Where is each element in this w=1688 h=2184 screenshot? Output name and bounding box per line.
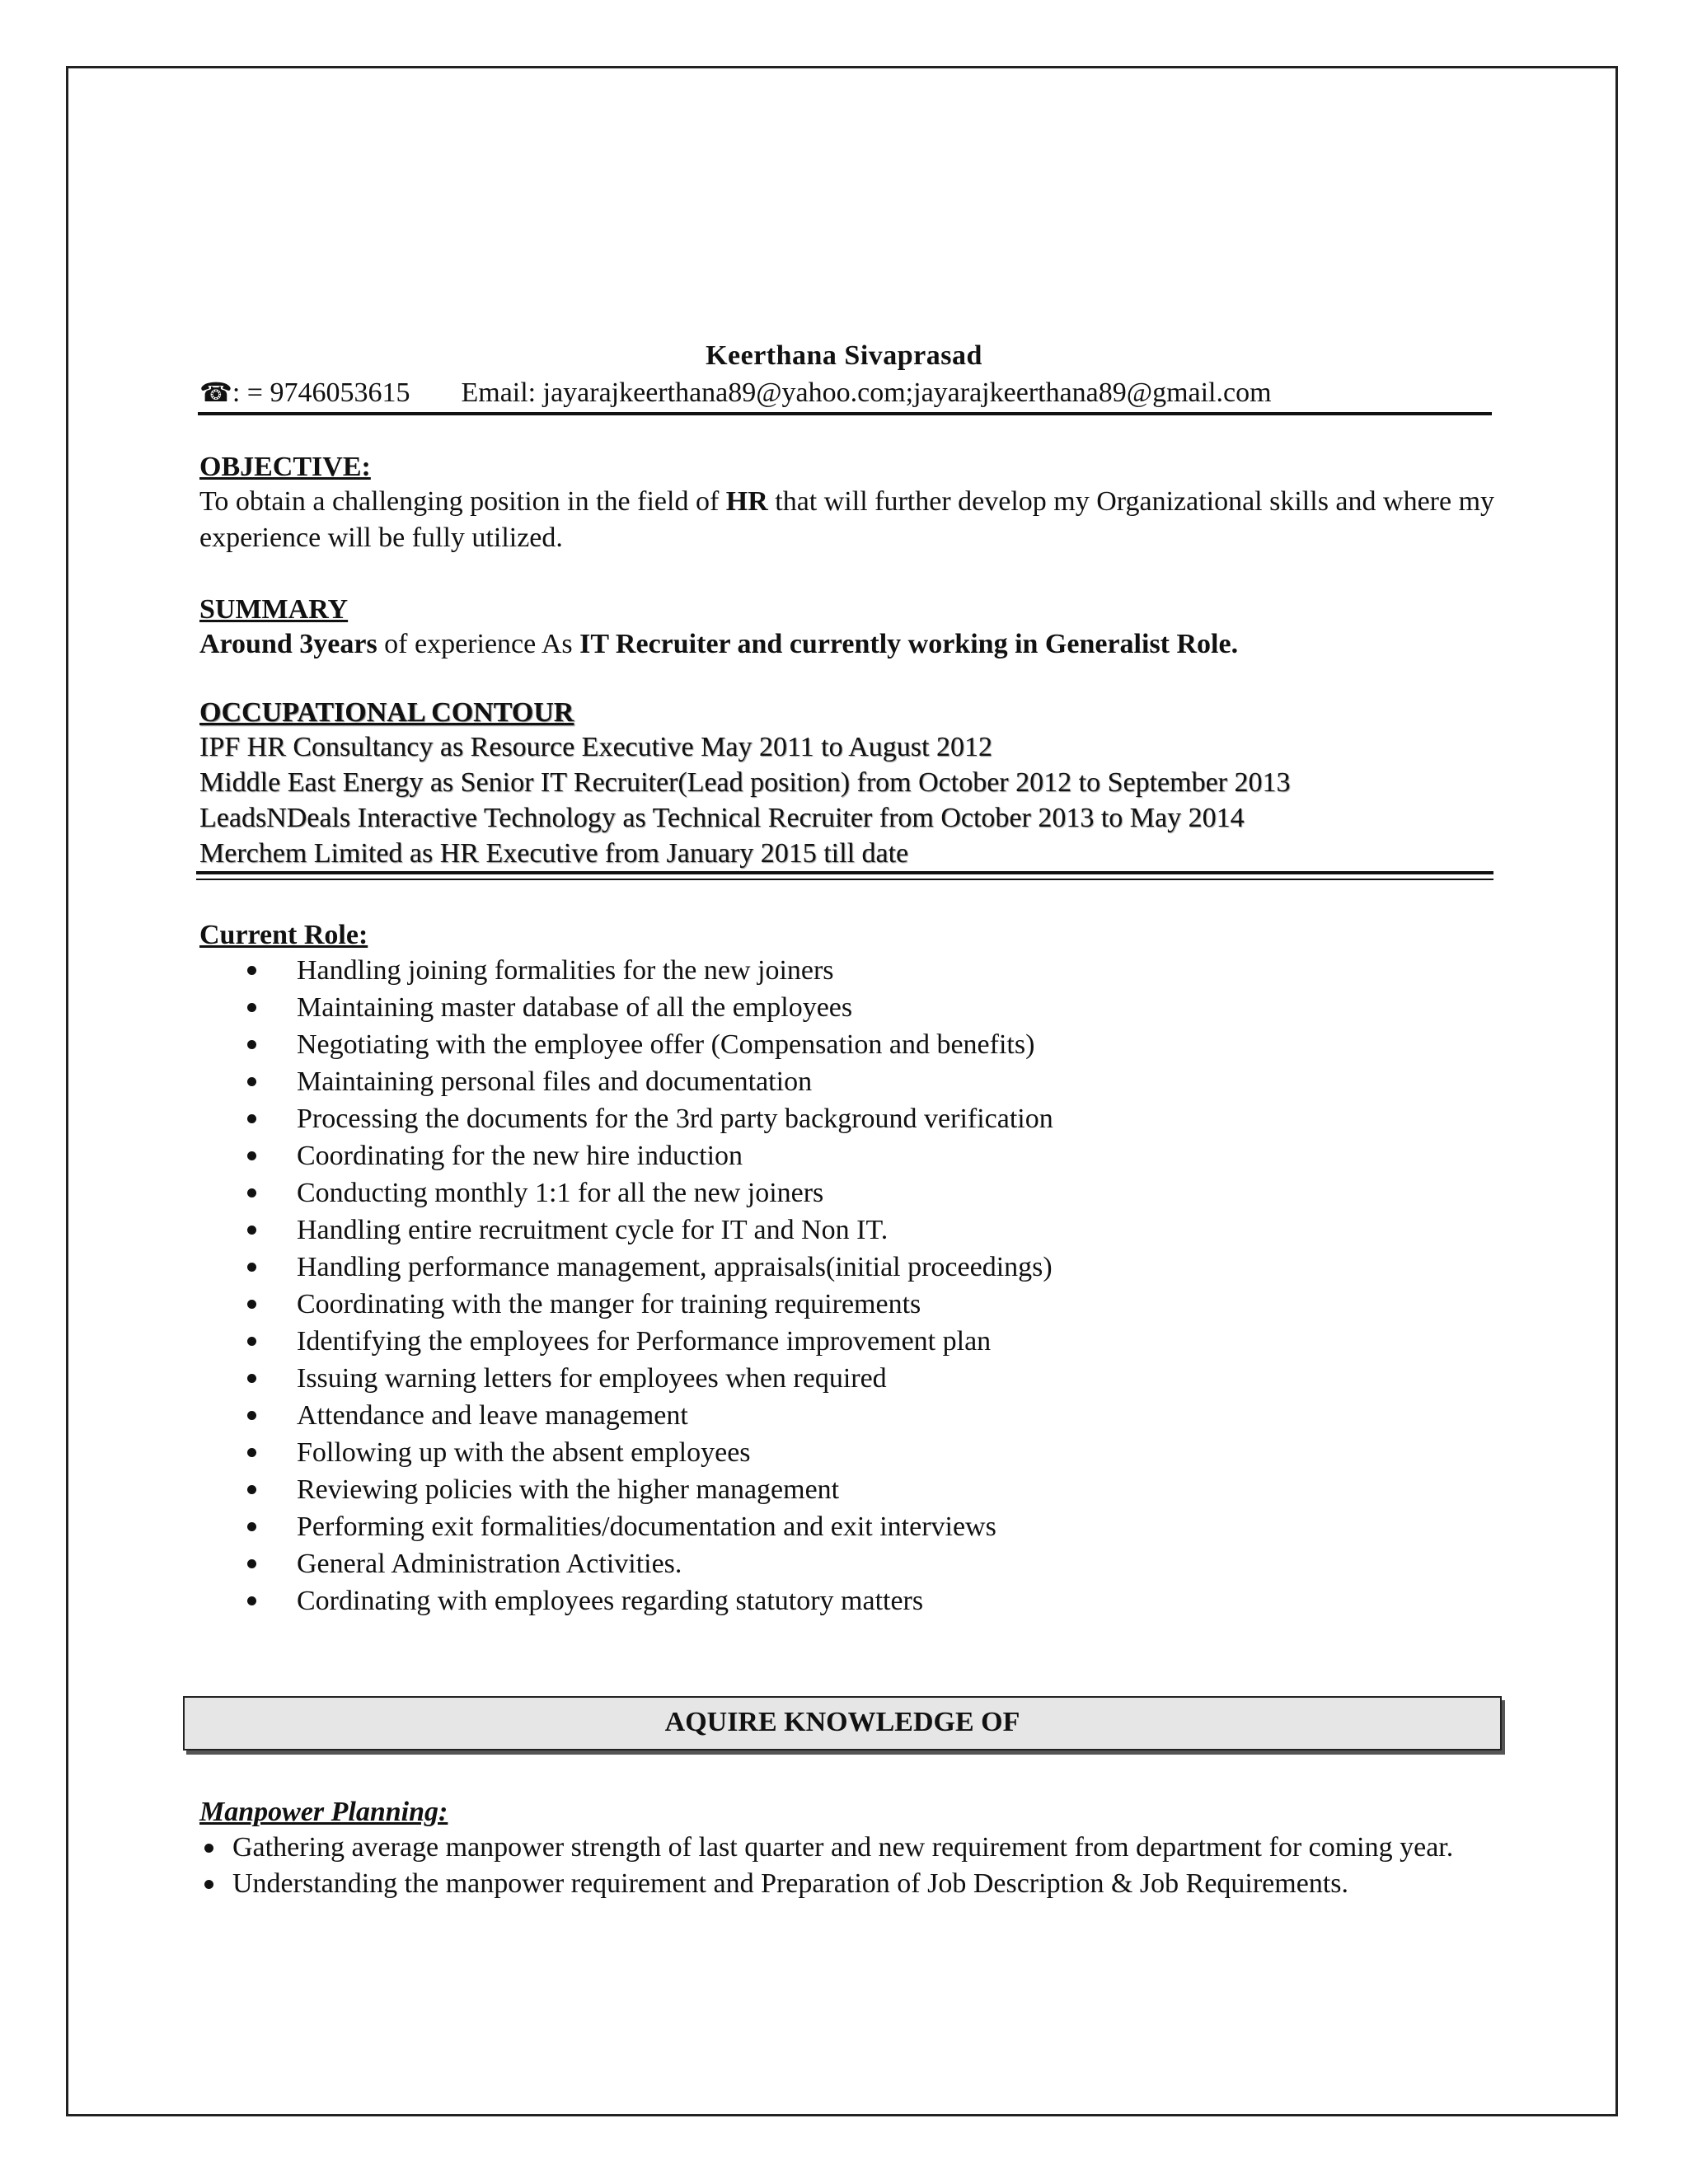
bullet-icon <box>247 1300 256 1309</box>
bullet-icon <box>247 1522 256 1531</box>
section-divider-thin <box>196 879 1493 880</box>
list-item: Understanding the manpower requirement and Preparation of Job Description & Job Requirements. <box>203 1866 1522 1902</box>
list-item: Processing the documents for the 3rd party background verification <box>247 1100 1053 1137</box>
contour-item: LeadsNDeals Interactive Technology as Technical Recruiter from October 2013 to May 2014 <box>199 803 1245 833</box>
list-item: Negotiating with the employee offer (Compensation and benefits) <box>247 1026 1053 1063</box>
bullet-icon <box>247 1188 256 1197</box>
bullet-icon <box>247 1114 256 1123</box>
contact-line <box>199 374 1272 411</box>
list-item: Following up with the absent employees <box>247 1434 1053 1471</box>
list-item: Handling performance management, appraisals(initial proceedings) <box>247 1249 1053 1286</box>
current-role-list <box>247 952 1053 1619</box>
list-item: Cordinating with employees regarding statutory matters <box>247 1582 1053 1619</box>
email-addresses: Email: jayarajkeerthana89@yahoo.com;jayarajkeerthana89@gmail.com <box>461 377 1272 408</box>
list-item: Maintaining master database of all the employees <box>247 989 1053 1026</box>
list-item: Conducting monthly 1:1 for all the new joiners <box>247 1174 1053 1212</box>
bullet-icon <box>247 1596 256 1605</box>
bullet-icon <box>247 1337 256 1346</box>
phone-number: : = 9746053615 <box>232 377 410 408</box>
bullet-icon <box>247 1040 256 1049</box>
header-divider <box>198 412 1492 415</box>
bullet-icon <box>247 966 256 975</box>
bullet-icon <box>204 1880 213 1889</box>
bullet-icon <box>247 1485 256 1494</box>
list-item: Handling joining formalities for the new joiners <box>247 952 1053 989</box>
bullet-icon <box>247 1374 256 1383</box>
knowledge-section-title: AQUIRE KNOWLEDGE OF <box>664 1707 1020 1737</box>
list-item: Reviewing policies with the higher management <box>247 1471 1053 1508</box>
knowledge-section-box <box>183 1696 1502 1750</box>
list-item: General Administration Activities. <box>247 1545 1053 1582</box>
manpower-planning-heading: Manpower Planning: <box>199 1797 448 1827</box>
occupational-contour-list <box>199 729 1290 871</box>
contour-item: IPF HR Consultancy as Resource Executive May 2011 to August 2012 <box>199 732 992 762</box>
section-divider-thick <box>196 871 1493 874</box>
summary-heading: SUMMARY <box>199 594 349 625</box>
bullet-icon <box>247 1411 256 1420</box>
bullet-icon <box>247 1077 256 1086</box>
list-item: Attendance and leave management <box>247 1397 1053 1434</box>
objective-heading: OBJECTIVE: <box>199 452 371 482</box>
bullet-icon <box>247 1559 256 1568</box>
list-item: Identifying the employees for Performance improvement plan <box>247 1323 1053 1360</box>
bullet-icon <box>247 1448 256 1457</box>
list-item: Coordinating for the new hire induction <box>247 1137 1053 1174</box>
contour-item: Merchem Limited as HR Executive from January 2015 till date <box>199 838 909 869</box>
bullet-icon <box>247 1226 256 1235</box>
phone-icon: ☎ <box>199 377 232 407</box>
bullet-icon <box>247 1151 256 1160</box>
list-item: Handling entire recruitment cycle for IT and Non IT. <box>247 1212 1053 1249</box>
bullet-icon <box>204 1844 213 1853</box>
bullet-icon <box>247 1263 256 1272</box>
summary-text: Around 3years of experience As IT Recruiter and currently working in Generalist Role. <box>199 629 1239 659</box>
current-role-heading: Current Role: <box>199 920 368 950</box>
occupational-contour-heading: OCCUPATIONAL CONTOUR <box>199 697 574 728</box>
list-item: Maintaining personal files and documentation <box>247 1063 1053 1100</box>
list-item: Gathering average manpower strength of last quarter and new requirement from department for coming year. <box>203 1830 1522 1866</box>
manpower-planning-list <box>203 1830 1522 1902</box>
list-item: Issuing warning letters for employees when required <box>247 1360 1053 1397</box>
objective-text: To obtain a challenging position in the field of HR that will further develop my Organizational skills and where my experience will be fully utilized. <box>199 486 1495 553</box>
list-item: Performing exit formalities/documentation and exit interviews <box>247 1508 1053 1545</box>
resume-name: Keerthana Sivaprasad <box>706 340 982 371</box>
list-item: Coordinating with the manger for training requirements <box>247 1286 1053 1323</box>
contour-item: Middle East Energy as Senior IT Recruiter(Lead position) from October 2012 to September 2013 <box>199 767 1291 798</box>
bullet-icon <box>247 1003 256 1012</box>
